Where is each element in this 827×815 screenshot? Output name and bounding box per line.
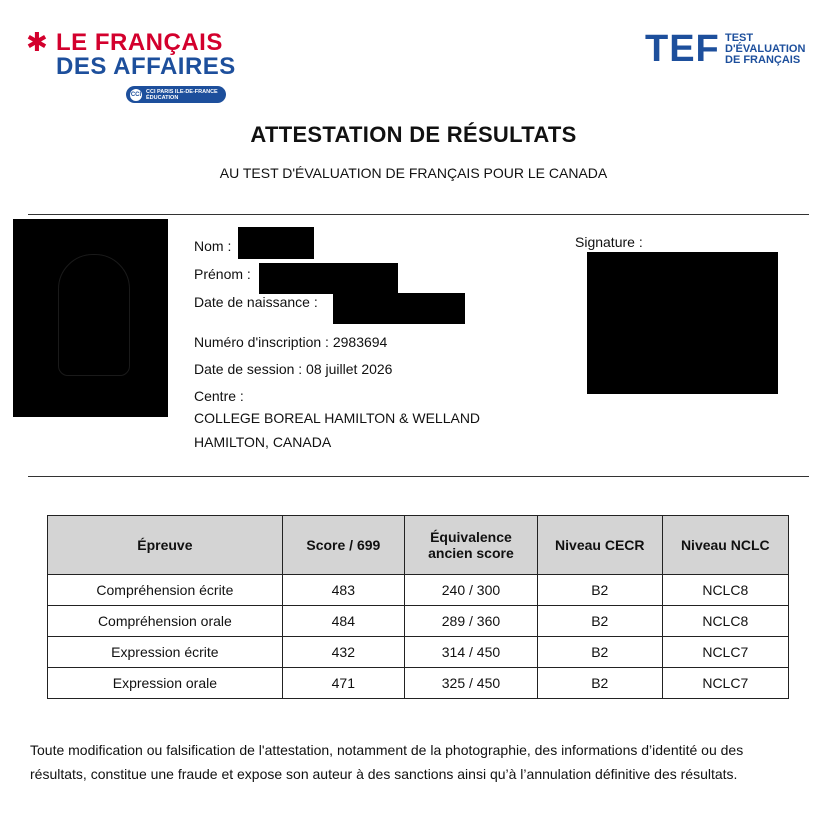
nom-redacted: [238, 227, 314, 259]
row-epreuve: Compréhension orale: [48, 606, 283, 637]
row-equivalence: 240 / 300: [404, 575, 537, 606]
tef-logo: [645, 30, 815, 70]
row-equivalence: 289 / 360: [404, 606, 537, 637]
tef-line-1: TEST: [725, 32, 754, 44]
row-cecr: B2: [538, 637, 663, 668]
session-date: Date de session : 08 juillet 2026: [194, 361, 393, 377]
dob-label: Date de naissance :: [194, 294, 318, 310]
signature-label: Signature :: [575, 234, 643, 250]
logo-line-2: DES AFFAIRES: [56, 53, 236, 80]
le-francais-des-affaires-logo: [26, 28, 236, 108]
row-score: 484: [282, 606, 404, 637]
cci-badge-pill: [126, 86, 226, 103]
centre-name: COLLEGE BOREAL HAMILTON & WELLAND: [194, 410, 481, 426]
row-cecr: B2: [538, 668, 663, 699]
document-title: ATTESTATION DE RÉSULTATS: [250, 122, 577, 147]
registration-number: Numéro d'inscription : 2983694: [194, 334, 388, 350]
asterisk-icon: ✱: [26, 28, 48, 58]
row-nclc: NCLC7: [662, 668, 788, 699]
row-cecr: B2: [538, 575, 663, 606]
table-row: [48, 668, 789, 699]
header-nclc: Niveau NCLC: [662, 516, 788, 575]
tef-line-2: D'ÉVALUATION: [725, 43, 806, 55]
table-header-row: [48, 516, 789, 575]
candidate-photo: [13, 219, 168, 417]
centre-label: Centre :: [194, 388, 244, 404]
row-nclc: NCLC8: [662, 575, 788, 606]
row-nclc: NCLC7: [662, 637, 788, 668]
row-score: 483: [282, 575, 404, 606]
centre-city: HAMILTON, CANADA: [194, 434, 332, 450]
logo-line-1: LE FRANÇAIS: [56, 29, 223, 56]
row-equivalence: 325 / 450: [404, 668, 537, 699]
table-row: [48, 575, 789, 606]
dob-redacted: [333, 293, 465, 324]
cci-circle-icon: CCI: [130, 89, 142, 101]
cci-org-sub: ÉDUCATION: [146, 94, 179, 101]
row-score: 432: [282, 637, 404, 668]
tef-line-3: DE FRANÇAIS: [725, 54, 801, 66]
header-equivalence: Équivalence ancien score: [404, 516, 537, 575]
prenom-redacted: [259, 263, 398, 294]
table-row: [48, 637, 789, 668]
prenom-label: Prénom :: [194, 266, 251, 282]
header-score: Score / 699: [282, 516, 404, 575]
row-epreuve: Expression écrite: [48, 637, 283, 668]
header-epreuve: Épreuve: [48, 516, 283, 575]
top-divider: [28, 214, 809, 215]
middle-divider: [28, 476, 809, 477]
row-epreuve: Compréhension écrite: [48, 575, 283, 606]
cci-org-name: CCI PARIS ILE-DE-FRANCE: [146, 88, 218, 95]
legal-notice: Toute modification ou falsification de l'attestation, notamment de la photographie, des informations d’identité ou des résultats, constitue une fraude et expose son auteur à des sanctions ainsi qu’à l’annulation définitive des résultats.: [30, 742, 744, 782]
row-cecr: B2: [538, 606, 663, 637]
tef-acronym: TEF: [645, 28, 720, 70]
document-subtitle: AU TEST D'ÉVALUATION DE FRANÇAIS POUR LE CANADA: [219, 165, 608, 181]
row-score: 471: [282, 668, 404, 699]
results-table: [47, 515, 789, 699]
signature-image: [587, 252, 778, 394]
row-epreuve: Expression orale: [48, 668, 283, 699]
row-nclc: NCLC8: [662, 606, 788, 637]
row-equivalence: 314 / 450: [404, 637, 537, 668]
nom-label: Nom :: [194, 238, 232, 254]
header-cecr: Niveau CECR: [538, 516, 663, 575]
table-row: [48, 606, 789, 637]
